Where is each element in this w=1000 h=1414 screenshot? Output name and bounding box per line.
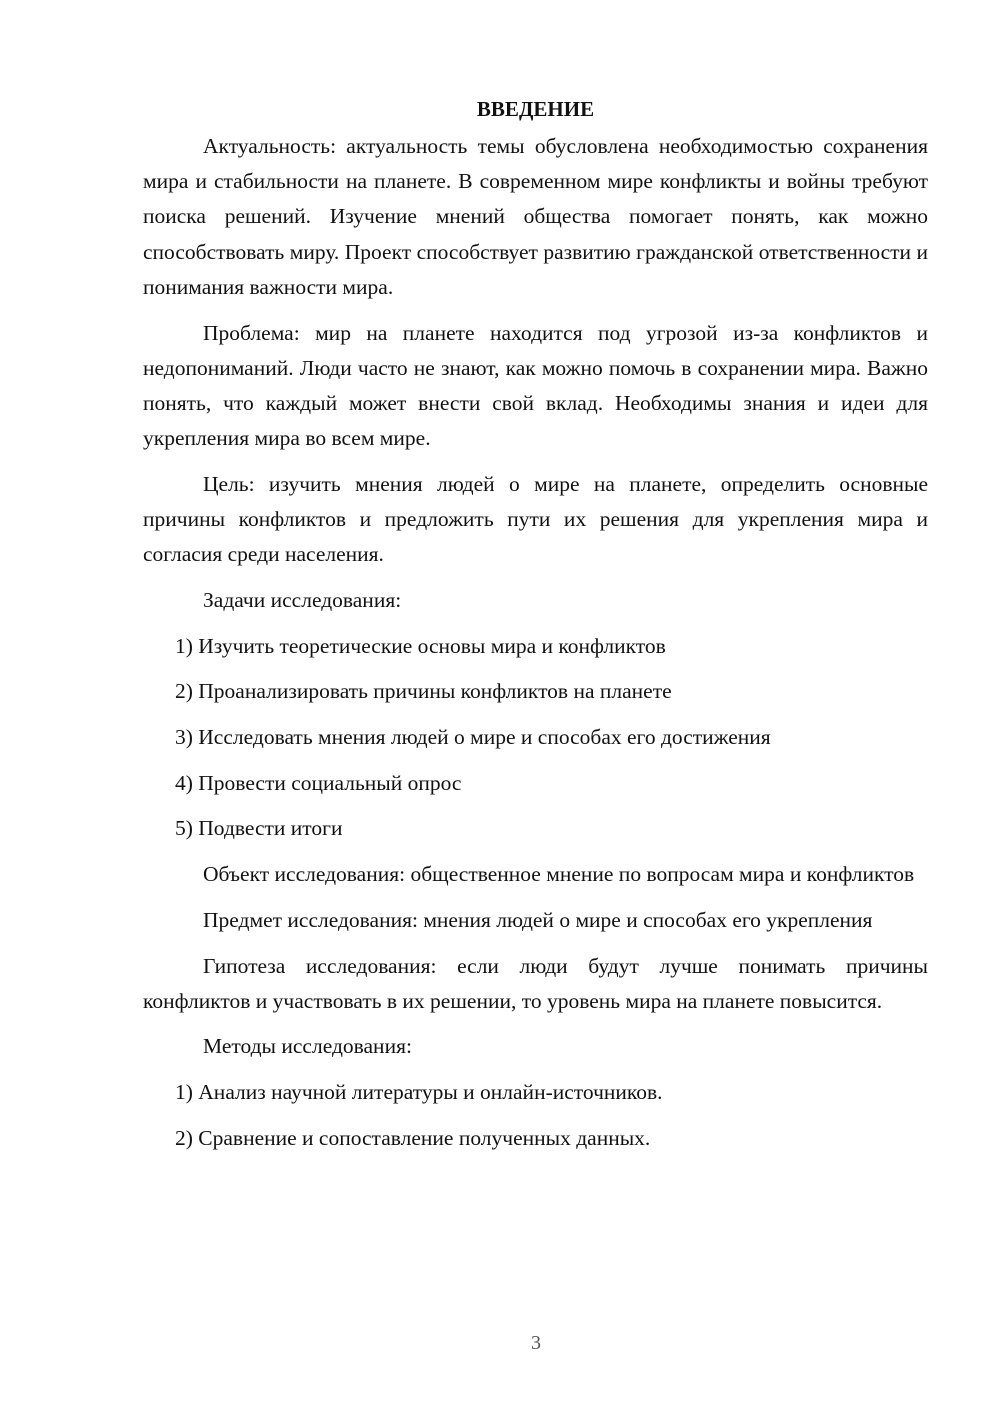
hypothesis-paragraph: Гипотеза исследования: если люди будут лучше понимать причины конфликтов и участвовать в их решении, то уровень мира на планете повысится. [143,953,928,1013]
method-item: 2) Сравнение и сопоставление полученных данных. [175,1125,651,1150]
goal-paragraph: Цель: изучить мнения людей о мире на планете, определить основные причины конфликтов и предложить пути их решения для укрепления мира и согласия среди населения. [143,471,928,567]
section-title: ВВЕДЕНИЕ [476,97,595,121]
tasks-list [143,629,928,847]
task-item: 3) Исследовать мнения людей о мире и способах его достижения [175,725,771,750]
page-number: 3 [531,1332,541,1354]
subject-paragraph: Предмет исследования: мнения людей о мире и способах его укрепления [203,907,873,932]
methods-label: Методы исследования: [203,1034,412,1059]
object-paragraph: Объект исследования: общественное мнение по вопросам мира и конфликтов [203,862,915,887]
task-item: 2) Проанализировать причины конфликтов на планете [175,679,672,704]
methods-list [143,1075,928,1156]
task-item: 5) Подвести итоги [175,816,343,841]
relevance-paragraph: Актуальность: актуальность темы обусловлена необходимостью сохранения мира и стабильности на планете. В современном мире конфликты и войны требуют поиска решений. Изучение мнений общества помогает понять, как можно способствовать миру. Проект способствует развитию гражданской ответственности и понимания важности мира. [143,134,928,299]
task-item: 1) Изучить теоретические основы мира и конфликтов [175,633,666,658]
problem-paragraph: Проблема: мир на планете находится под угрозой из-за конфликтов и недопониманий. Люди часто не знают, как можно помочь в сохранении мира. Важно понять, что каждый может внести свой вклад. Необходимы знания и идеи для укрепления мира во всем мире. [143,320,928,451]
task-item: 4) Провести социальный опрос [175,770,462,795]
method-item: 1) Анализ научной литературы и онлайн-источников. [175,1080,663,1105]
tasks-label: Задачи исследования: [203,587,402,612]
document-page [143,92,928,1167]
